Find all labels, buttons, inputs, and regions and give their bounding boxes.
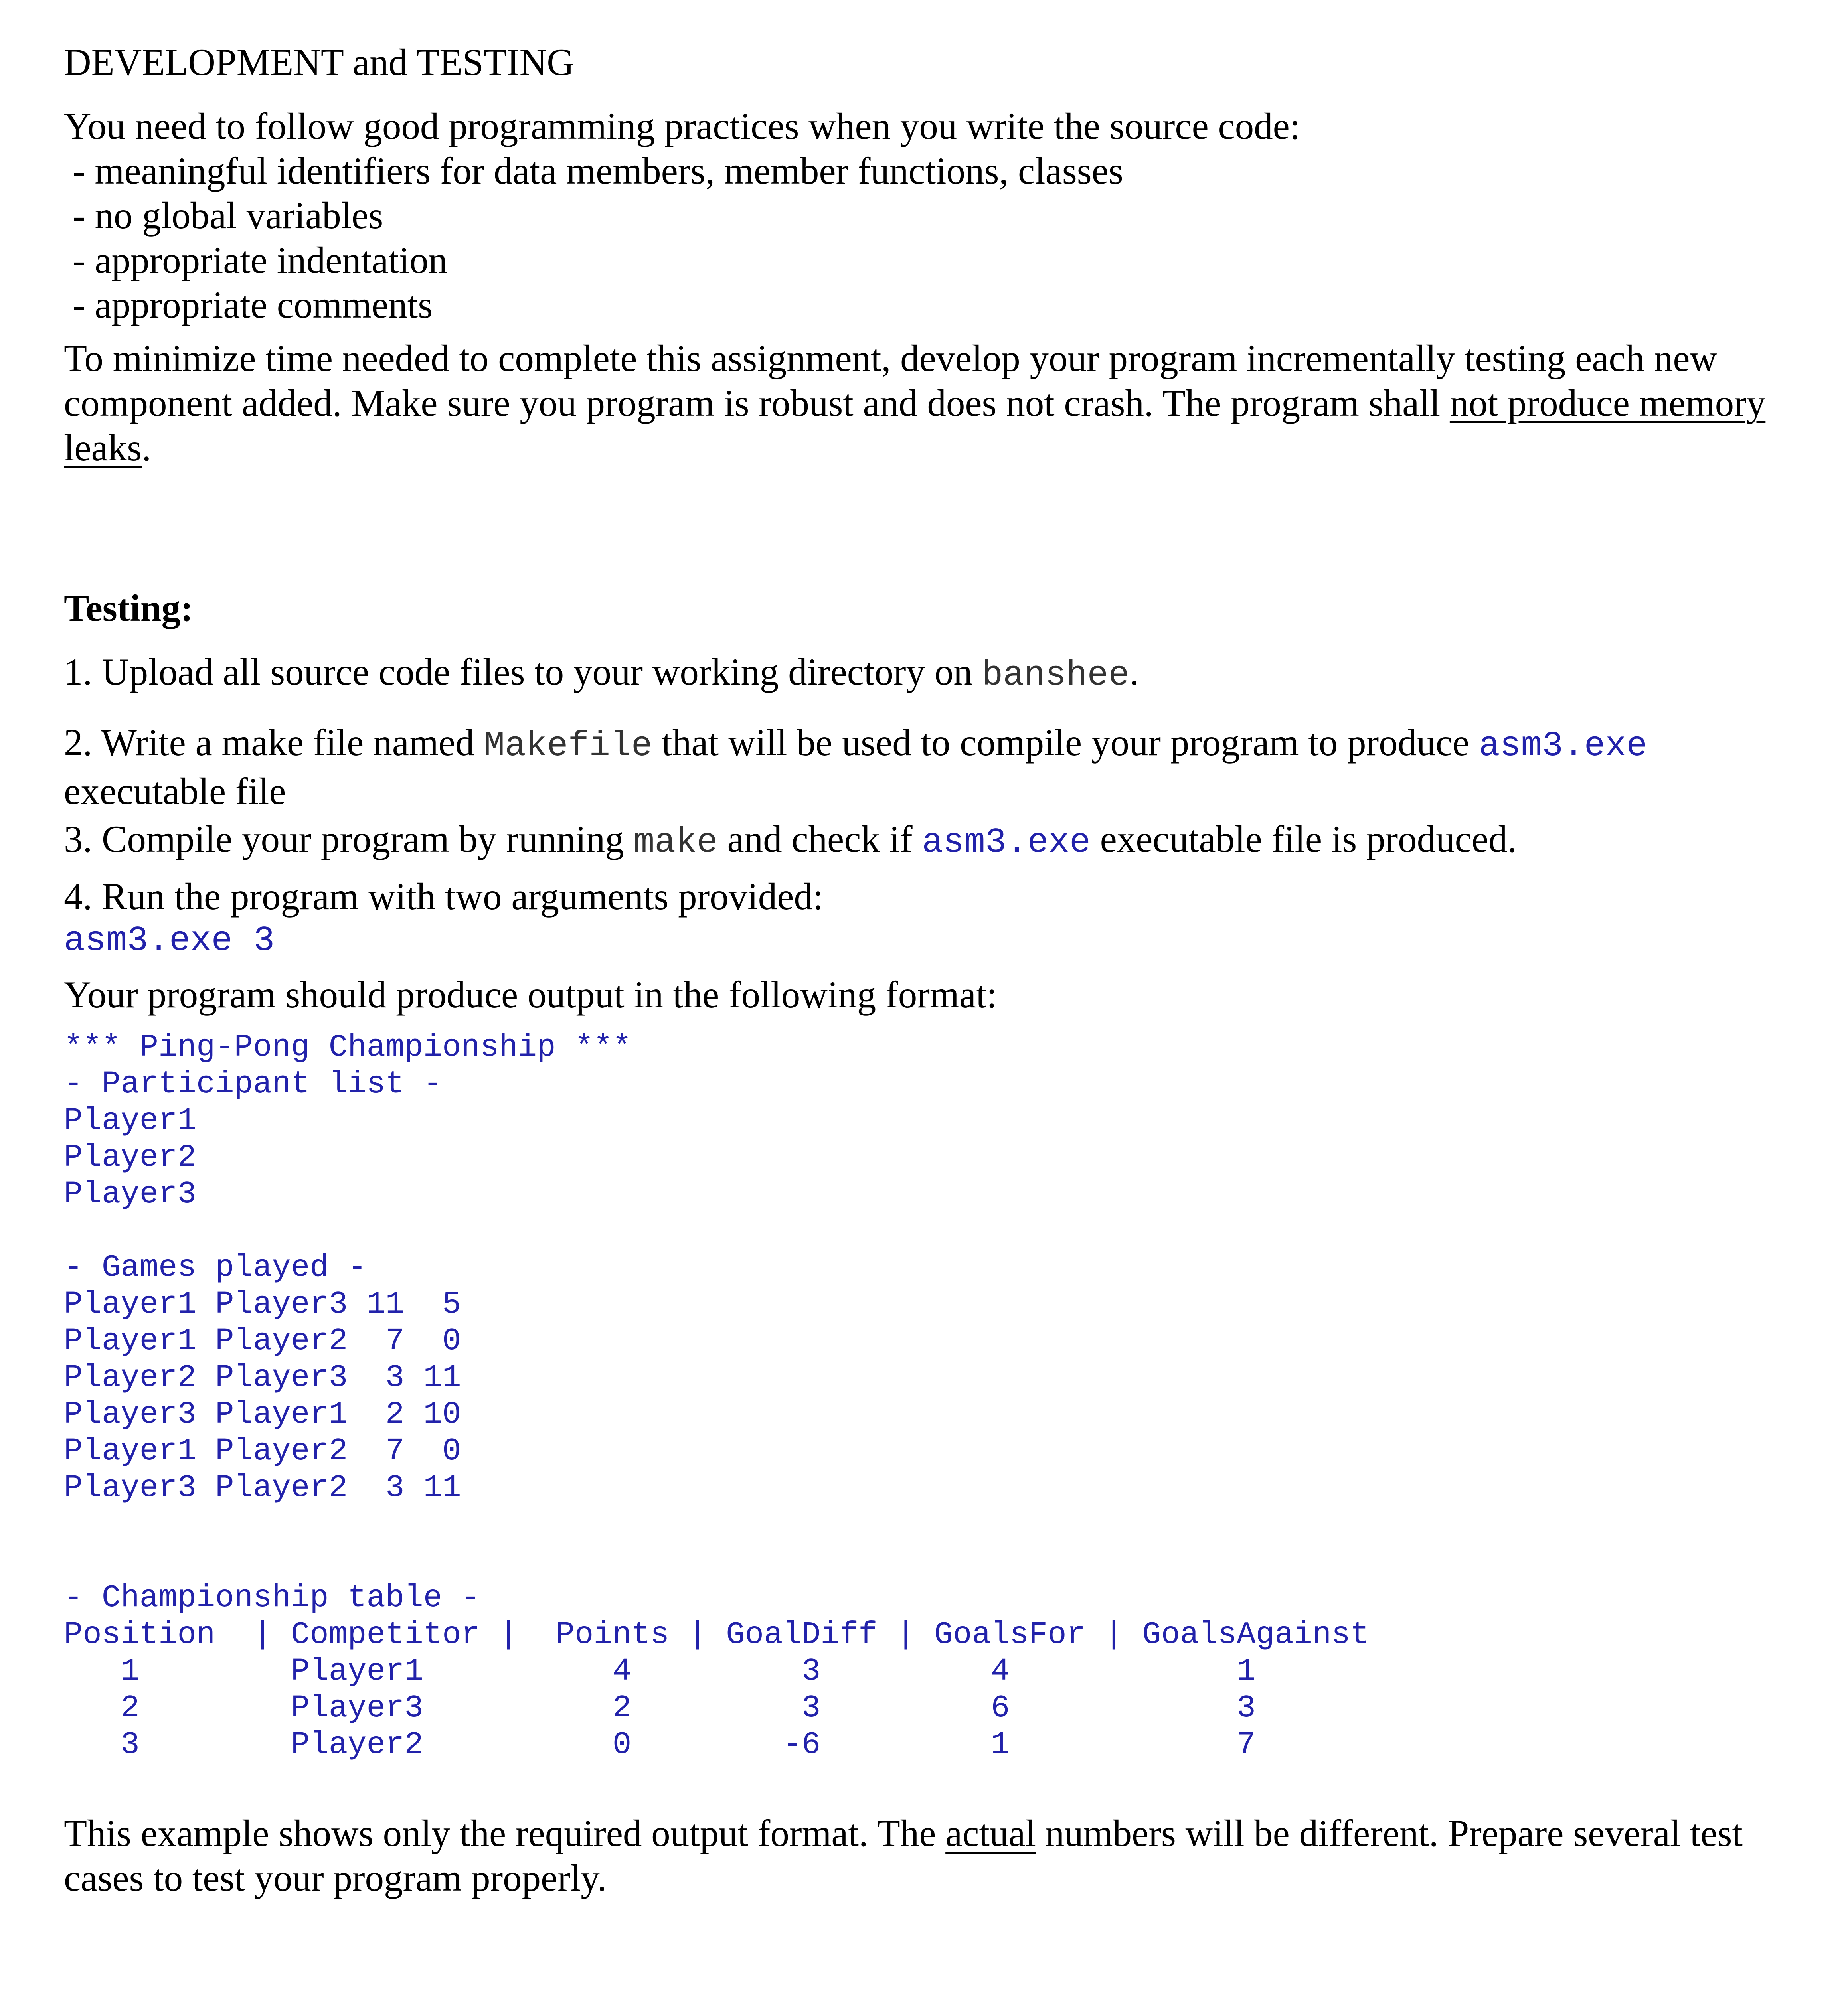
incremental-line1: To minimize time needed to complete this assignment, develop your program incrementally testing each new bbox=[64, 337, 1718, 379]
game-row: Player2 Player3 3 11 bbox=[64, 1360, 461, 1396]
incremental-period: . bbox=[142, 426, 151, 469]
incremental-line2: component added. Make sure you program is robust and does not crash. The program shall bbox=[64, 382, 1450, 424]
step-2 bbox=[64, 720, 1820, 813]
step-1-period: . bbox=[1129, 651, 1139, 693]
table-row: 2 Player3 2 3 6 3 bbox=[64, 1690, 1256, 1726]
output-intro bbox=[64, 972, 1820, 1017]
blank-line bbox=[64, 1543, 1820, 1579]
exe-name: asm3.exe bbox=[1478, 727, 1648, 766]
participant: Player1 bbox=[64, 1103, 196, 1139]
practice-item: - no global variables bbox=[73, 194, 383, 237]
games-header: - Games played - bbox=[64, 1250, 367, 1285]
practice-item: - meaningful identifiers for data members, member functions, classes bbox=[73, 150, 1123, 192]
game-row: Player1 Player2 7 0 bbox=[64, 1323, 461, 1359]
makefile-name: Makefile bbox=[484, 727, 652, 766]
step-4 bbox=[64, 874, 1820, 919]
blank-line bbox=[64, 1212, 1820, 1249]
assignment-page bbox=[64, 40, 1820, 1900]
step-1-text: 1. Upload all source code files to your working directory on bbox=[64, 651, 982, 693]
step-3 bbox=[64, 817, 1820, 865]
closing-line2: cases to test your program properly. bbox=[64, 1857, 607, 1899]
game-row: Player3 Player1 2 10 bbox=[64, 1396, 461, 1432]
practice-item: - appropriate indentation bbox=[73, 239, 448, 281]
blank-line bbox=[64, 1506, 1820, 1543]
output-intro-text: Your program should produce output in the following format: bbox=[64, 973, 997, 1016]
testing-heading bbox=[64, 586, 1820, 630]
step-2-text: 2. Write a make file named bbox=[64, 721, 484, 764]
run-command bbox=[64, 919, 1820, 963]
make-command: make bbox=[633, 823, 718, 863]
run-command-text: asm3.exe 3 bbox=[64, 921, 275, 961]
table-row: 3 Player2 0 -6 1 7 bbox=[64, 1727, 1256, 1763]
exe-name: asm3.exe bbox=[922, 823, 1091, 863]
closing-paragraph bbox=[64, 1811, 1820, 1900]
participants-header: - Participant list - bbox=[64, 1066, 443, 1102]
step-3-text: 3. Compile your program by running bbox=[64, 818, 634, 860]
game-row: Player3 Player2 3 11 bbox=[64, 1470, 461, 1506]
sample-output bbox=[64, 1029, 1820, 1763]
heading-text: DEVELOPMENT and TESTING bbox=[64, 41, 574, 83]
closing-text-end: numbers will be different. Prepare several test bbox=[1036, 1812, 1743, 1854]
participant: Player3 bbox=[64, 1176, 196, 1212]
leaks-underline: leaks bbox=[64, 426, 142, 469]
game-row: Player1 Player2 7 0 bbox=[64, 1433, 461, 1469]
memory-leak-underline: not produce memory bbox=[1449, 382, 1766, 424]
closing-text: This example shows only the required output format. The bbox=[64, 1812, 946, 1854]
output-title: *** Ping-Pong Championship *** bbox=[64, 1029, 632, 1065]
step-2-mid: that will be used to compile your program to produce bbox=[652, 721, 1479, 764]
table-header: - Championship table - bbox=[64, 1580, 480, 1616]
step-3-mid: and check if bbox=[717, 818, 922, 860]
server-name: banshee bbox=[982, 656, 1130, 695]
table-columns: Position | Competitor | Points | GoalDiff | GoalsFor | GoalsAgainst bbox=[64, 1617, 1370, 1652]
step-3-end: executable file is produced. bbox=[1090, 818, 1517, 860]
practice-item: - appropriate comments bbox=[73, 284, 433, 326]
intro-text: You need to follow good programming practices when you write the source code: bbox=[64, 105, 1301, 147]
actual-underline: actual bbox=[945, 1812, 1036, 1854]
step-2-line2: executable file bbox=[64, 770, 286, 812]
step-4-text: 4. Run the program with two arguments provided: bbox=[64, 875, 824, 918]
table-row: 1 Player1 4 3 4 1 bbox=[64, 1653, 1256, 1689]
game-row: Player1 Player3 11 5 bbox=[64, 1286, 461, 1322]
section-heading bbox=[64, 40, 1820, 85]
step-1 bbox=[64, 650, 1820, 698]
incremental-paragraph bbox=[64, 336, 1820, 470]
participant: Player2 bbox=[64, 1139, 196, 1175]
testing-heading-text: Testing: bbox=[64, 587, 193, 629]
intro-paragraph bbox=[64, 104, 1820, 148]
